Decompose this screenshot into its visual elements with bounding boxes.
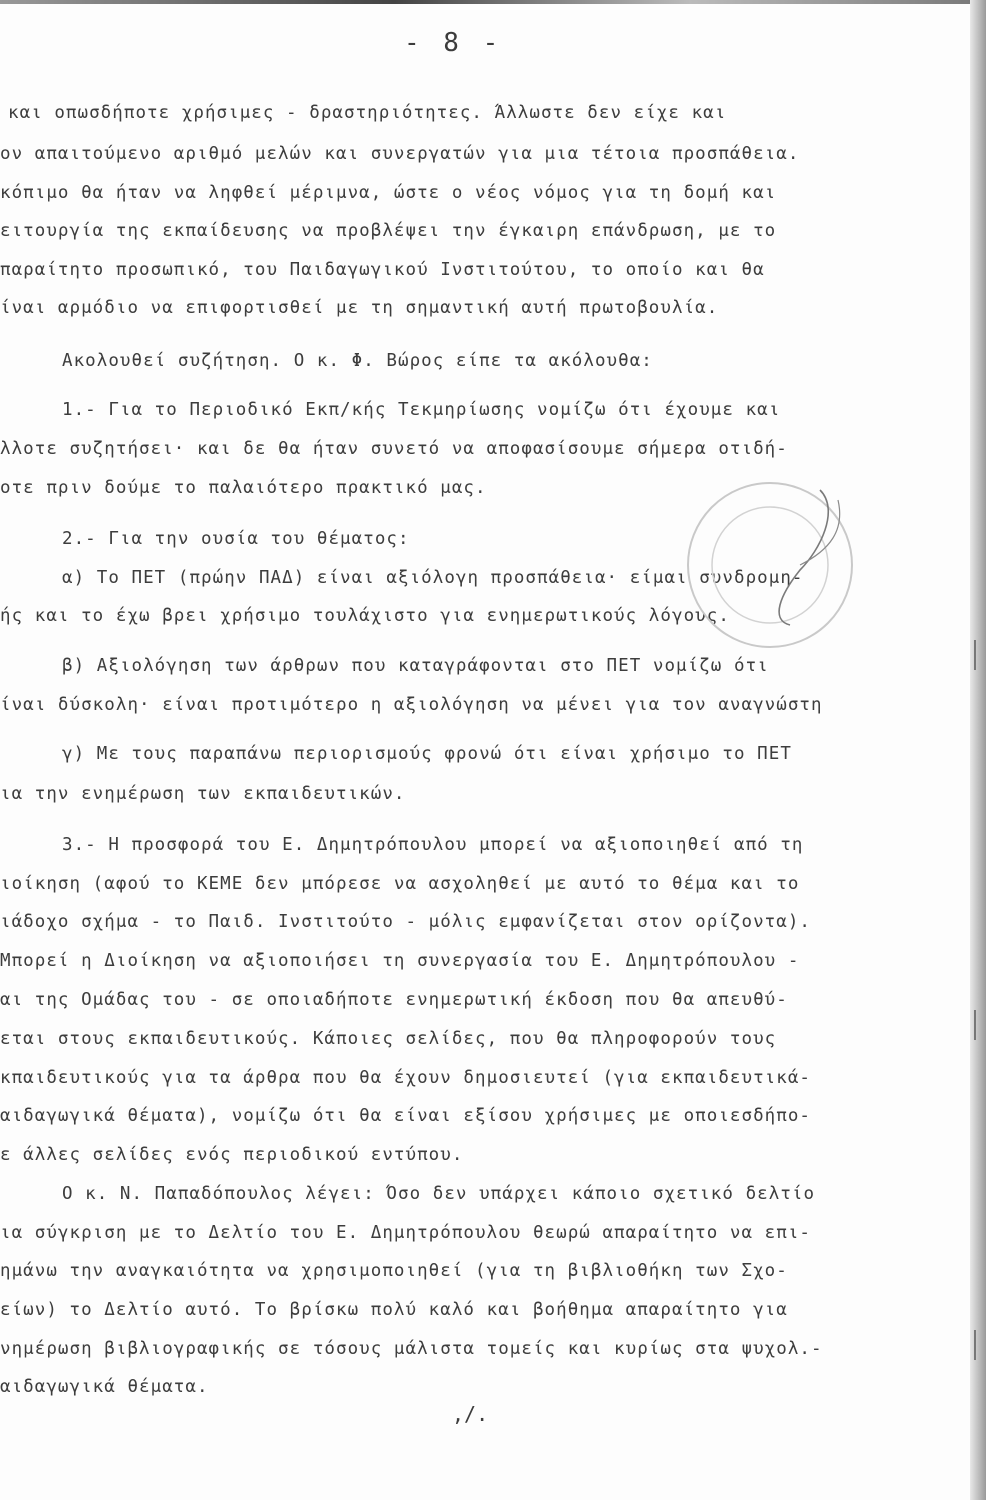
- text-line: εται στους εκπαιδευτικούς. Κάποιες σελίδες, που θα πληροφορούν τους: [0, 1029, 777, 1049]
- text-line: είων) το Δελτίο αυτό. Το βρίσκω πολύ καλό και βοήθημα απαραίτητο για: [0, 1300, 788, 1320]
- text-line: ια την ενημέρωση των εκπαιδευτικών.: [0, 784, 406, 804]
- text-line: παραίτητο προσωπικό, του Παιδαγωγικού Ινστιτούτου, το οποίο και θα: [0, 260, 765, 280]
- scan-right-edge: [970, 0, 986, 1500]
- text-line: Μπορεί η Διοίκηση να αξιοποιήσει τη συνεργασία του Ε. Δημητρόπουλου -: [0, 951, 800, 971]
- text-line: αι της Ομάδας του - σε οποιαδήποτε ενημερωτική έκδοση που θα απευθύ-: [0, 990, 788, 1010]
- signature-stroke: [800, 500, 840, 565]
- scan-top-edge: [0, 0, 986, 4]
- text-line: 1.- Για το Περιοδικό Εκπ/κής Τεκμηρίωσης νομίζω ότι έχουμε και: [62, 400, 781, 420]
- text-line: Ακολουθεί συζήτηση. Ο κ. Φ. Βώρος είπε τα ακόλουθα:: [62, 351, 653, 371]
- continuation-mark: ,/.: [452, 1402, 489, 1426]
- page-number: - 8 -: [404, 28, 503, 58]
- scan-mark: [974, 640, 976, 670]
- text-line: Ο κ. Ν. Παπαδόπουλος λέγει: Όσο δεν υπάρχει κάποιο σχετικό δελτίο: [62, 1184, 816, 1204]
- text-line: 3.- Η προσφορά του Ε. Δημητρόπουλου μπορεί να αξιοποιηθεί από τη: [62, 835, 804, 855]
- text-line: ε άλλες σελίδες ενός περιοδικού εντύπου.: [0, 1145, 464, 1165]
- text-line: και οπωσδήποτε χρήσιμες - δραστηριότητες. Άλλωστε δεν είχε και: [8, 103, 727, 123]
- text-line: γ) Με τους παραπάνω περιορισμούς φρονώ ότι είναι χρήσιμο το ΠΕΤ: [62, 744, 792, 764]
- text-line: ια σύγκριση με το Δελτίο του Ε. Δημητρόπουλου θεωρώ απαραίτητο να επι-: [0, 1223, 812, 1243]
- text-line: κόπιμο θα ήταν να ληφθεί μέριμνα, ώστε ο νέος νόμος για τη δομή και: [0, 183, 777, 203]
- text-line: αιδαγωγικά θέματα.: [0, 1377, 209, 1397]
- text-line: νημέρωση βιβλιογραφικής σε τόσους μάλιστα τομείς και κυρίως στα ψυχολ.-: [0, 1339, 823, 1359]
- text-line: ίναι αρμόδιο να επιφορτισθεί με τη σημαντική αυτή πρωτοβουλία.: [0, 298, 719, 318]
- text-line: ιοίκηση (αφού το ΚΕΜΕ δεν μπόρεσε να ασχοληθεί με αυτό το θέμα και το: [0, 874, 800, 894]
- text-line: ειτουργία της εκπαίδευσης να προβλέψει την έγκαιρη επάνδρωση, με το: [0, 221, 777, 241]
- text-line: ίναι δύσκολη· είναι προτιμότερο η αξιολόγηση να μένει για τον αναγνώστη: [0, 695, 823, 715]
- signature-stroke: [779, 490, 828, 625]
- text-line: α) Το ΠΕΤ (πρώην ΠΑΔ) είναι αξιόλογη προσπάθεια· είμαι συνδρομη-: [62, 568, 804, 588]
- text-line: ημάνω την αναγκαιότητα να χρησιμοποιηθεί (για τη βιβλιοθήκη των Σχο-: [0, 1261, 788, 1281]
- text-line: κπαιδευτικούς για τα άρθρα που θα έχουν δημοσιευτεί (για εκπαιδευτικά-: [0, 1068, 812, 1088]
- text-line: ον απαιτούμενο αριθμό μελών και συνεργατών για μια τέτοια προσπάθεια.: [0, 144, 800, 164]
- scan-mark: [974, 1010, 976, 1040]
- text-line: οτε πριν δούμε το παλαιότερο πρακτικό μας.: [0, 478, 487, 498]
- text-line: 2.- Για την ουσία του θέματος:: [62, 529, 410, 549]
- text-line: λλοτε συζητήσει· και δε θα ήταν συνετό να αποφασίσουμε σήμερα οτιδή-: [0, 439, 788, 459]
- text-line: αιδαγωγικά θέματα), νομίζω ότι θα είναι εξίσου χρήσιμες με οποιεσδήπο-: [0, 1106, 812, 1126]
- official-stamp: [670, 470, 870, 660]
- text-line: β) Αξιολόγηση των άρθρων που καταγράφονται στο ΠΕΤ νομίζω ότι: [62, 656, 769, 676]
- text-line: ής και το έχω βρει χρήσιμο τουλάχιστο για ενημερωτικούς λόγους.: [0, 606, 730, 626]
- scan-mark: [974, 1330, 976, 1360]
- text-line: ιάδοχο σχήμα - το Παιδ. Ινστιτούτο - μόλις εμφανίζεται στον ορίζοντα).: [0, 912, 812, 932]
